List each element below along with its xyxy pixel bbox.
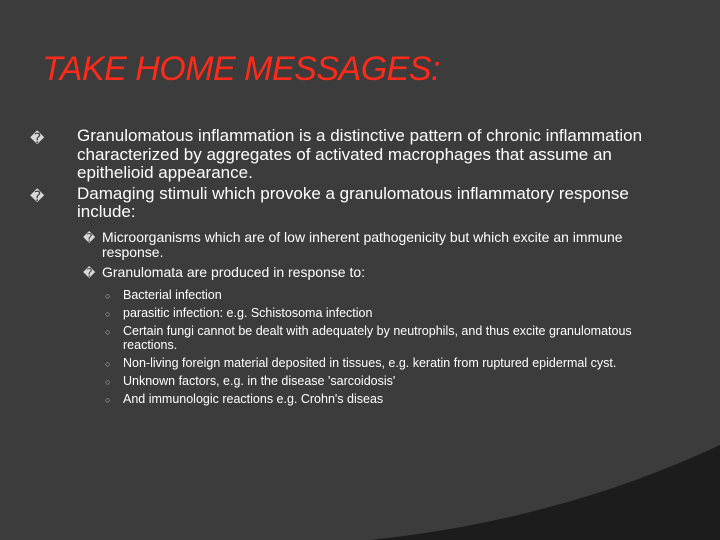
circle-bullet-icon: ○ (105, 377, 111, 387)
circle-bullet-icon: ○ (105, 395, 111, 405)
cause-text: Non-living foreign material deposited in tissues, e.g. keratin from ruptured epidermal cyst. (123, 356, 617, 370)
cause-item (105, 324, 670, 352)
bullet-icon: � (30, 187, 45, 204)
cause-item (105, 288, 670, 302)
cause-text: Certain fungi cannot be dealt with adequately by neutrophils, and thus excite granulomatous reactions. (123, 324, 632, 352)
cause-text: Bacterial infection (123, 288, 222, 302)
bullet-icon: � (83, 230, 96, 245)
subpoint-granulomata (83, 265, 670, 281)
circle-bullet-icon: ○ (105, 309, 111, 319)
cause-text: Unknown factors, e.g. in the disease 'sarcoidosis' (123, 374, 396, 388)
cause-text: And immunologic reactions e.g. Crohn's diseas (123, 392, 384, 406)
point-text: Granulomatous inflammation is a distinctive pattern of chronic inflammation characterized by aggregates of activated macrophages that assume an epithelioid appearance. (77, 126, 643, 182)
subpoint-text: Microorganisms which are of low inherent pathogenicity but which excite an immune response. (102, 228, 623, 260)
circle-bullet-icon: ○ (105, 327, 111, 337)
subpoint-microorganisms (83, 230, 670, 261)
point-granulomatous-definition (30, 127, 670, 183)
cause-item (105, 374, 670, 388)
point-damaging-stimuli (30, 185, 670, 222)
slide-content (30, 127, 670, 410)
point-text: Damaging stimuli which provoke a granulomatous inflammatory response include: (77, 183, 629, 221)
cause-text: parasitic infection: e.g. Schistosoma infection (123, 306, 373, 320)
cause-item (105, 306, 670, 320)
bullet-icon: � (30, 130, 45, 146)
cause-list (105, 288, 670, 406)
subpoint-text: Granulomata are produced in response to: (102, 263, 366, 280)
slide-title: TAKE HOME MESSAGES: (42, 50, 440, 88)
subpoint-list (83, 230, 670, 407)
bullet-icon: � (83, 265, 96, 280)
cause-item (105, 392, 670, 406)
cause-item (105, 356, 670, 370)
circle-bullet-icon: ○ (105, 359, 111, 369)
circle-bullet-icon: ○ (105, 291, 111, 301)
